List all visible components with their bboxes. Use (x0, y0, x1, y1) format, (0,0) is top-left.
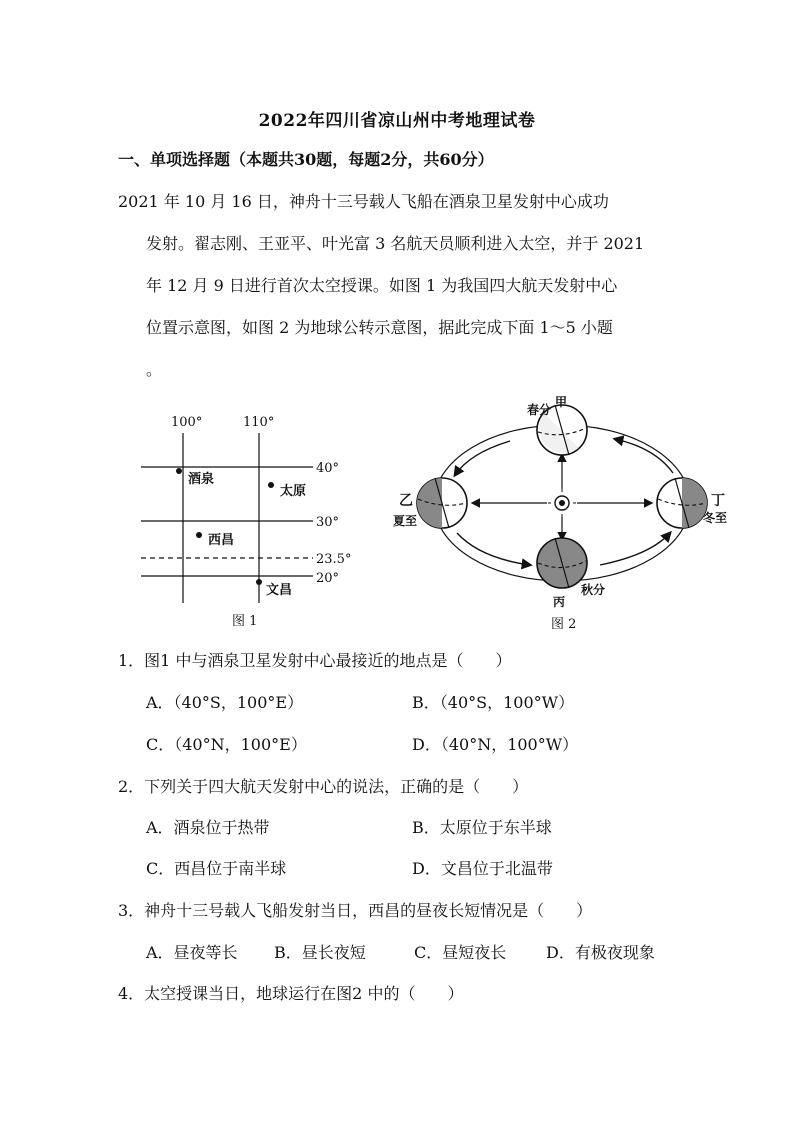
intro-line-3: 年 12 月 9 日进行首次太空授课。如图 1 为我国四大航天发射中心 (146, 276, 618, 295)
label-jia-term: 春分 (527, 403, 552, 417)
label-yi-letter: 乙 (399, 493, 413, 509)
question-1-option-b[interactable]: B．（40°S，100°W） (412, 693, 575, 712)
intro-line-5: 。 (146, 360, 163, 379)
question-2-option-a[interactable]: A．酒泉位于热带 (146, 818, 270, 837)
xichang-label: 西昌 (208, 533, 235, 548)
jiuquan-label: 酒泉 (188, 472, 215, 487)
label-bing-term: 秋分 (581, 583, 606, 597)
figure-1-map (135, 405, 365, 635)
question-3-option-d[interactable]: D．有极夜现象 (546, 943, 655, 962)
question-3-option-c[interactable]: C．昼短夜长 (414, 943, 507, 962)
xichang-dot (196, 532, 202, 538)
figure-2-orbit (385, 393, 740, 635)
orbit-arrow-1 (455, 441, 510, 475)
intro-line-2: 发射。翟志刚、王亚平、叶光富 3 名航天员顺利进入太空，并于 2021 (146, 234, 645, 253)
question-1-option-d[interactable]: D．（40°N，100°W） (412, 735, 579, 754)
label-bing-letter: 丙 (553, 595, 566, 609)
question-1-option-a[interactable]: A．（40°S，100°E） (146, 693, 304, 712)
orbit-arrow-2 (457, 533, 530, 565)
earth-yi (417, 478, 467, 528)
label-jia-letter: 甲 (555, 395, 568, 409)
question-4-stem: 4．太空授课当日，地球运行在图2 中的（ ） (118, 984, 464, 1003)
page-title: 2022年四川省凉山州中考地理试卷 (258, 111, 536, 131)
figure-1-caption: 图 1 (232, 614, 258, 629)
taiyuan-label: 太原 (280, 484, 307, 499)
question-2-option-b[interactable]: B．太原位于东半球 (412, 818, 552, 837)
question-2-option-d[interactable]: D．文昌位于北温带 (412, 859, 553, 878)
intro-line-1: 2021 年 10 月 16 日，神舟十三号载人飞船在酒泉卫星发射中心成功 (118, 192, 609, 211)
question-1-stem: 1．图1 中与酒泉卫星发射中心最接近的地点是（ ） (118, 651, 512, 670)
figure-2-caption: 图 2 (551, 617, 577, 632)
lat-label-40: 40° (316, 461, 340, 476)
lon-label-110: 110° (243, 415, 275, 430)
question-2-option-c[interactable]: C．西昌位于南半球 (146, 859, 287, 878)
label-ding-letter: 丁 (711, 493, 725, 509)
wenchang-label: 文昌 (266, 583, 293, 598)
question-2-stem: 2．下列关于四大航天发射中心的说法，正确的是（ ） (118, 777, 529, 796)
label-ding-term: 冬至 (703, 511, 728, 525)
lat-label-23-5: 23.5° (316, 552, 352, 567)
lat-label-20: 20° (316, 571, 340, 586)
taiyuan-dot (268, 482, 274, 488)
lon-label-100: 100° (171, 415, 203, 430)
wenchang-dot (256, 579, 262, 585)
question-1-option-c[interactable]: C．（40°N，100°E） (146, 735, 307, 754)
earth-ding (657, 478, 707, 528)
sun-icon (548, 489, 576, 517)
label-yi-term: 夏至 (393, 514, 418, 528)
section-heading: 一、单项选择题（本题共30题，每题2分，共60分） (118, 150, 494, 169)
jiuquan-dot (176, 468, 182, 474)
lat-label-30: 30° (316, 515, 340, 530)
question-3-option-a[interactable]: A．昼夜等长 (146, 943, 238, 962)
orbit-arrow-3 (600, 533, 670, 565)
question-3-stem: 3．神舟十三号载人飞船发射当日，西昌的昼夜长短情况是（ ） (118, 901, 593, 920)
earth-bing (537, 538, 587, 588)
intro-line-4: 位置示意图，如图 2 为地球公转示意图，据此完成下面 1～5 小题 (146, 318, 613, 337)
question-3-option-b[interactable]: B．昼长夜短 (274, 943, 366, 962)
